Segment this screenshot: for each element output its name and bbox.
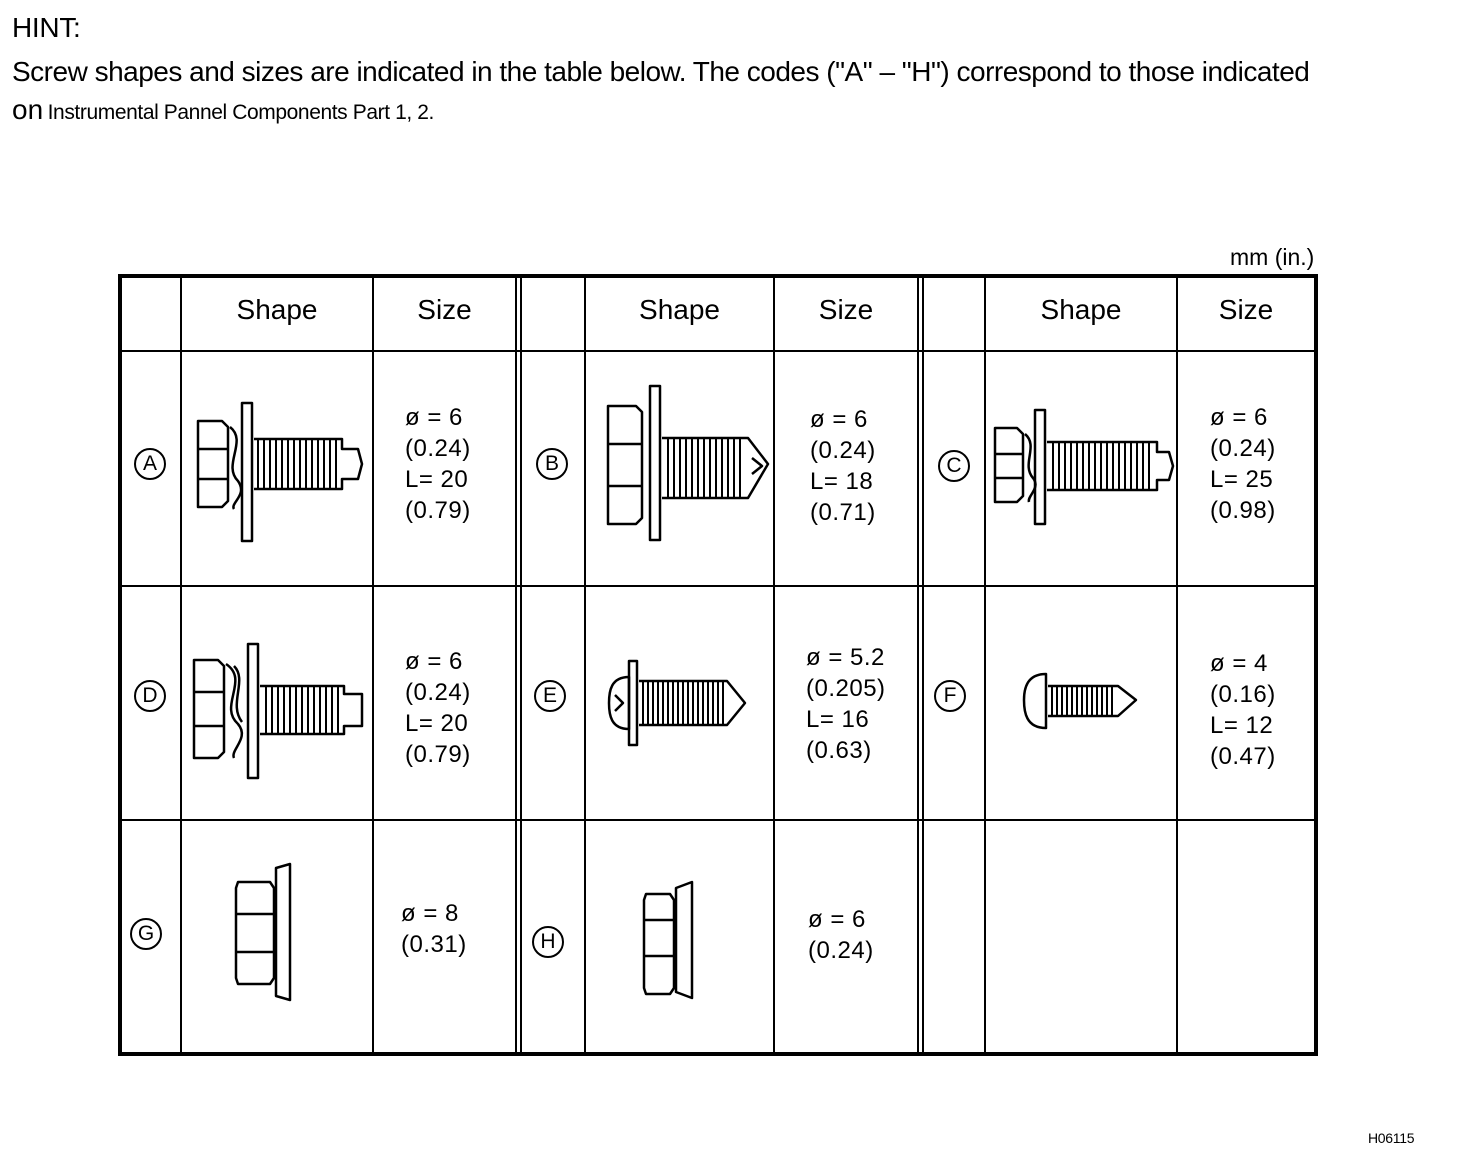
size-spec bbox=[405, 402, 471, 526]
fastener-code-a: A bbox=[134, 448, 166, 480]
group-divider bbox=[922, 274, 924, 1056]
size-spec bbox=[405, 646, 471, 770]
grid-line bbox=[984, 274, 986, 1056]
length-inch-value: (0.79) bbox=[405, 741, 471, 768]
diameter-value: ø = 5.2 bbox=[806, 644, 885, 671]
length-inch-value: (0.79) bbox=[405, 497, 471, 524]
hint-text-prefix: on bbox=[12, 94, 44, 125]
grid-line bbox=[584, 274, 586, 1056]
figure-code: H06115 bbox=[1368, 1130, 1415, 1146]
length-inch-value: (0.63) bbox=[806, 737, 872, 764]
length-value: L= 25 bbox=[1210, 466, 1274, 493]
group-divider bbox=[515, 274, 517, 1056]
fastener-code-g: G bbox=[130, 918, 162, 950]
diameter-value: ø = 6 bbox=[810, 406, 868, 433]
size-spec bbox=[806, 642, 886, 766]
size-header: Size bbox=[818, 294, 874, 325]
fastener-code-h: H bbox=[532, 926, 564, 958]
fastener-code-c: C bbox=[938, 450, 970, 482]
shape-header: Shape bbox=[1040, 294, 1122, 325]
size-spec bbox=[810, 404, 876, 528]
shape-header: Shape bbox=[639, 294, 720, 325]
size-header: Size bbox=[1218, 294, 1274, 325]
length-inch-value: (0.71) bbox=[810, 499, 876, 526]
hex-bolt-spring-washer-icon bbox=[190, 640, 368, 782]
diameter-inch-value: (0.24) bbox=[810, 437, 876, 464]
hint-reference-link: Instrumental Pannel Components Part 1, 2. bbox=[47, 101, 434, 124]
length-value: L= 20 bbox=[405, 466, 469, 493]
diameter-inch-value: (0.16) bbox=[1210, 681, 1276, 708]
diameter-inch-value: (0.24) bbox=[405, 679, 471, 706]
grid-line bbox=[372, 274, 374, 1056]
length-value: L= 20 bbox=[405, 710, 469, 737]
hex-bolt-washer-icon bbox=[991, 406, 1176, 528]
hex-bolt-washer-icon bbox=[192, 399, 367, 544]
grid-line bbox=[118, 350, 1318, 352]
hint-title: HINT: bbox=[12, 12, 81, 43]
length-inch-value: (0.47) bbox=[1210, 743, 1276, 770]
size-spec bbox=[1210, 648, 1276, 772]
fastener-code-b: B bbox=[536, 448, 568, 480]
diameter-value: ø = 6 bbox=[405, 404, 463, 431]
diameter-inch-value: (0.31) bbox=[401, 931, 467, 958]
fastener-code-f: F bbox=[934, 680, 966, 712]
grid-line bbox=[118, 819, 1318, 821]
fastener-code-e: E bbox=[534, 680, 566, 712]
length-value: L= 16 bbox=[806, 706, 870, 733]
grid-line bbox=[1176, 274, 1178, 1056]
group-divider bbox=[917, 274, 919, 1056]
round-head-tapping-screw-icon bbox=[1020, 666, 1140, 736]
size-header: Size bbox=[417, 294, 472, 325]
diameter-value: ø = 4 bbox=[1210, 650, 1268, 677]
group-divider bbox=[520, 274, 522, 1056]
grid-line bbox=[180, 274, 182, 1056]
fastener-code-d: D bbox=[134, 680, 166, 712]
diameter-inch-value: (0.24) bbox=[808, 937, 874, 964]
diameter-inch-value: (0.24) bbox=[1210, 435, 1276, 462]
unit-label: mm (in.) bbox=[1230, 244, 1315, 270]
size-spec bbox=[401, 898, 467, 960]
grid-line bbox=[118, 585, 1318, 587]
screw-table bbox=[118, 274, 1318, 1056]
diameter-inch-value: (0.24) bbox=[405, 435, 471, 462]
length-inch-value: (0.98) bbox=[1210, 497, 1276, 524]
diameter-inch-value: (0.205) bbox=[806, 675, 886, 702]
size-spec bbox=[808, 904, 874, 966]
flange-nut-icon bbox=[232, 862, 296, 1002]
diameter-value: ø = 8 bbox=[401, 900, 459, 927]
size-spec bbox=[1210, 402, 1276, 526]
diameter-value: ø = 6 bbox=[808, 906, 866, 933]
diameter-value: ø = 6 bbox=[1210, 404, 1268, 431]
flange-nut-icon bbox=[640, 880, 700, 1000]
diameter-value: ø = 6 bbox=[405, 648, 463, 675]
pan-head-tapping-screw-icon bbox=[605, 657, 750, 749]
hint-text-reference-line bbox=[12, 94, 434, 126]
shape-header: Shape bbox=[236, 294, 318, 325]
hint-text: Screw shapes and sizes are indicated in the table below. The codes ("A" – "H") correspond to those indicated bbox=[12, 56, 1310, 87]
hex-bolt-washer-icon bbox=[602, 382, 777, 544]
length-value: L= 12 bbox=[1210, 712, 1274, 739]
length-value: L= 18 bbox=[810, 468, 874, 495]
